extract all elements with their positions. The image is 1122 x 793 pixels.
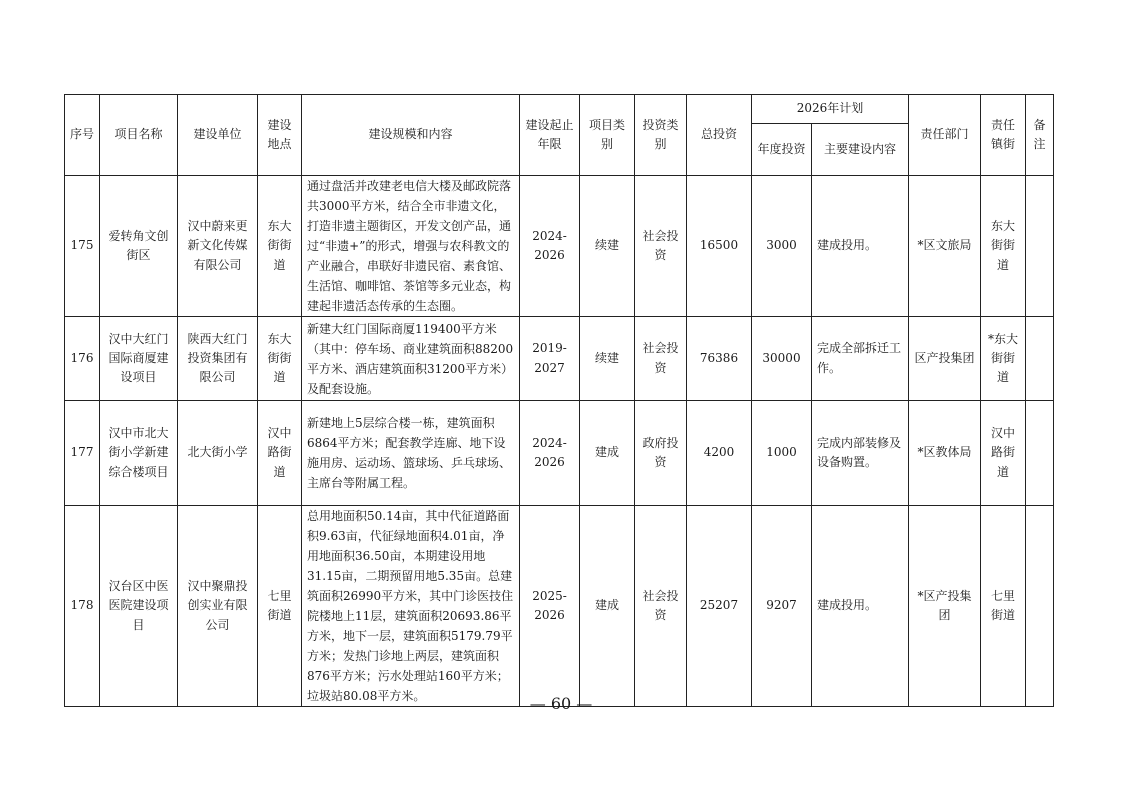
cell-dept: 区产投集团 — [909, 317, 981, 401]
cell-years: 2024-2026 — [520, 176, 580, 317]
cell-location: 东大街街道 — [258, 176, 302, 317]
cell-total: 25207 — [687, 506, 752, 707]
header-plan-group: 2026年计划 — [752, 95, 909, 124]
cell-total: 16500 — [687, 176, 752, 317]
cell-street: 七里街道 — [981, 506, 1026, 707]
cell-scale: 新建大红门国际商厦119400平方米（其中：停车场、商业建筑面积88200平方米、酒店建筑面积31200平方米）及配套设施。 — [302, 317, 520, 401]
cell-invest-type: 社会投资 — [635, 506, 687, 707]
cell-name: 汉台区中医医院建设项目 — [100, 506, 178, 707]
cell-invest-type: 政府投资 — [635, 401, 687, 506]
cell-annual: 3000 — [752, 176, 812, 317]
cell-dept: *区文旅局 — [909, 176, 981, 317]
header-scale: 建设规模和内容 — [302, 95, 520, 176]
cell-category: 建成 — [580, 506, 635, 707]
cell-unit: 北大街小学 — [178, 401, 258, 506]
header-invest-type: 投资类别 — [635, 95, 687, 176]
cell-remark — [1026, 506, 1054, 707]
header-location: 建设地点 — [258, 95, 302, 176]
cell-unit: 汉中蔚来更新文化传媒有限公司 — [178, 176, 258, 317]
cell-scale: 新建地上5层综合楼一栋，建筑面积6864平方米；配套教学连廊、地下设施用房、运动场、篮球场、乒乓球场、主席台等附属工程。 — [302, 401, 520, 506]
cell-name: 汉中大红门国际商厦建设项目 — [100, 317, 178, 401]
cell-street: 汉中路街道 — [981, 401, 1026, 506]
cell-years: 2025-2026 — [520, 506, 580, 707]
cell-content: 完成内部装修及设备购置。 — [812, 401, 909, 506]
table-row — [65, 176, 1054, 317]
cell-category: 建成 — [580, 401, 635, 506]
cell-seq: 176 — [65, 317, 100, 401]
cell-annual: 9207 — [752, 506, 812, 707]
cell-content: 建成投用。 — [812, 506, 909, 707]
header-street: 责任镇街 — [981, 95, 1026, 176]
cell-remark — [1026, 317, 1054, 401]
cell-seq: 177 — [65, 401, 100, 506]
page-number: — 60 — — [529, 694, 593, 713]
cell-name: 汉中市北大街小学新建综合楼项目 — [100, 401, 178, 506]
header-main-content: 主要建设内容 — [812, 124, 909, 176]
table-row — [65, 317, 1054, 401]
cell-category: 续建 — [580, 176, 635, 317]
cell-location: 七里街道 — [258, 506, 302, 707]
cell-scale: 总用地面积50.14亩，其中代征道路面积9.63亩，代征绿地面积4.01亩，净用地面积36.50亩，本期建设用地31.15亩，二期预留用地5.35亩。总建筑面积26990平方米，其中门诊医技住院楼地上11层，建筑面积20693.86平方米，地下一层，建筑面积5179.79平方米；发热门诊地上两层，建筑面积876平方米；污水处理站160平方米；垃圾站80.08平方米。 — [302, 506, 520, 707]
table-row — [65, 401, 1054, 506]
cell-street: *东大街街道 — [981, 317, 1026, 401]
cell-remark — [1026, 401, 1054, 506]
header-years: 建设起止年限 — [520, 95, 580, 176]
cell-dept: *区教体局 — [909, 401, 981, 506]
cell-scale: 通过盘活并改建老电信大楼及邮政院落共3000平方米，结合全市非遗文化，打造非遗主题街区，开发文创产品，通过“非遗+”的形式，增强与农科教文的产业融合，串联好非遗民宿、素食馆、生活馆、咖啡馆、茶馆等多元业态，构建起非遗活态传承的生态圈。 — [302, 176, 520, 317]
cell-total: 4200 — [687, 401, 752, 506]
header-annual: 年度投资 — [752, 124, 812, 176]
header-name: 项目名称 — [100, 95, 178, 176]
cell-unit: 汉中聚鼎投创实业有限公司 — [178, 506, 258, 707]
cell-annual: 1000 — [752, 401, 812, 506]
header-category: 项目类别 — [580, 95, 635, 176]
cell-content: 建成投用。 — [812, 176, 909, 317]
header-remark: 备注 — [1026, 95, 1054, 176]
cell-annual: 30000 — [752, 317, 812, 401]
table-row — [65, 506, 1054, 707]
cell-invest-type: 社会投资 — [635, 176, 687, 317]
cell-seq: 175 — [65, 176, 100, 317]
header-dept: 责任部门 — [909, 95, 981, 176]
cell-seq: 178 — [65, 506, 100, 707]
cell-years: 2019-2027 — [520, 317, 580, 401]
project-table — [64, 94, 1054, 707]
cell-content: 完成全部拆迁工作。 — [812, 317, 909, 401]
cell-location: 汉中路街道 — [258, 401, 302, 506]
header-total: 总投资 — [687, 95, 752, 176]
cell-invest-type: 社会投资 — [635, 317, 687, 401]
cell-years: 2024-2026 — [520, 401, 580, 506]
cell-location: 东大街街道 — [258, 317, 302, 401]
cell-unit: 陕西大红门投资集团有限公司 — [178, 317, 258, 401]
cell-name: 爱转角文创街区 — [100, 176, 178, 317]
header-seq: 序号 — [65, 95, 100, 176]
cell-dept: *区产投集团 — [909, 506, 981, 707]
cell-category: 续建 — [580, 317, 635, 401]
cell-remark — [1026, 176, 1054, 317]
cell-street: 东大街街道 — [981, 176, 1026, 317]
header-unit: 建设单位 — [178, 95, 258, 176]
cell-total: 76386 — [687, 317, 752, 401]
header-row-top — [65, 95, 1054, 124]
